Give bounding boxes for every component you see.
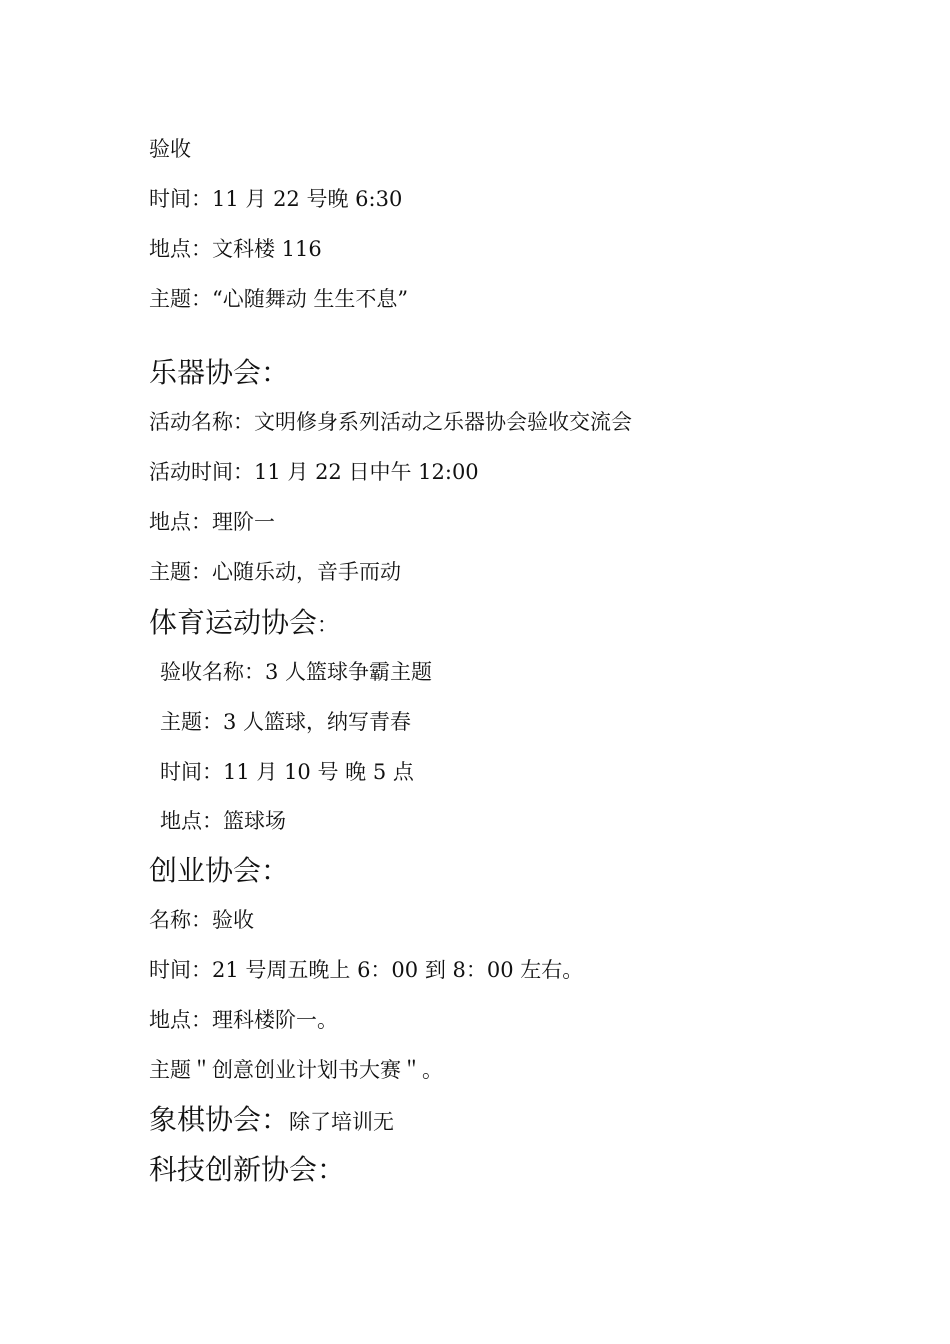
instrument-activity-time: 活动时间：11 月 22 日中午 12:00 [149, 460, 479, 484]
instrument-place: 地点：理阶一 [149, 510, 275, 534]
sports-acceptance-name: 验收名称：3 人篮球争霸主题 [160, 660, 433, 684]
instrument-association-heading: 乐器协会： [149, 356, 290, 389]
sports-theme: 主题：3 人篮球，纳写青春 [160, 710, 412, 734]
startup-time: 时间：21 号周五晚上 6：00 到 8：00 左右。 [149, 958, 584, 982]
startup-name: 名称：验收 [149, 908, 254, 932]
chess-heading-text: 象棋协会： [149, 1103, 290, 1136]
instrument-activity-name: 活动名称：文明修身系列活动之乐器协会验收交流会 [149, 410, 632, 434]
sports-place: 地点：篮球场 [160, 809, 286, 833]
sports-association-heading [149, 605, 338, 643]
tech-innovation-association-heading: 科技创新协会： [149, 1153, 346, 1186]
sports-time: 时间：11 月 10 号 晚 5 点 [160, 760, 414, 784]
startup-association-heading: 创业协会： [149, 854, 290, 887]
sports-heading-text: 体育运动协会 [149, 606, 318, 639]
chess-association-heading [149, 1102, 394, 1140]
dance-time: 时间：11 月 22 号晚 6:30 [149, 187, 403, 211]
instrument-theme: 主题：心随乐动，音手而动 [149, 560, 401, 584]
chess-note: 除了培训无 [289, 1110, 395, 1134]
sports-heading-colon: ： [317, 613, 339, 637]
dance-acceptance-line: 验收 [149, 137, 191, 161]
startup-place: 地点：理科楼阶一。 [149, 1008, 338, 1032]
startup-theme: 主题＂创意创业计划书大赛＂。 [149, 1058, 443, 1082]
dance-theme: 主题：“心随舞动 生生不息” [149, 287, 409, 311]
dance-place: 地点：文科楼 116 [149, 237, 322, 261]
